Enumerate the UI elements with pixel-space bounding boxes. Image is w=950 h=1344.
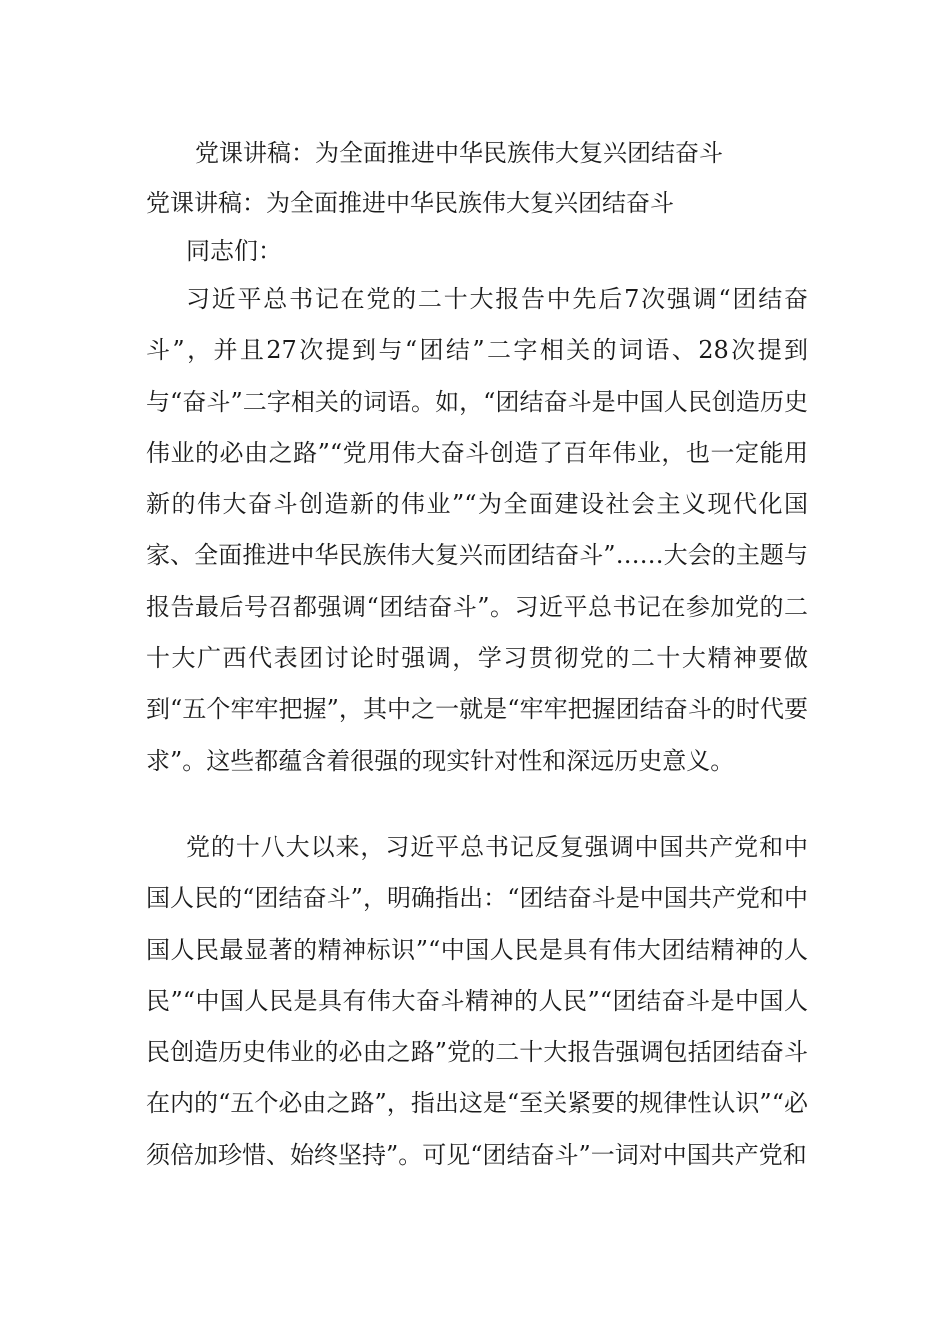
salutation: 同志们： <box>186 237 282 265</box>
body-paragraph-2: 党的十八大以来，习近平总书记反复强调中国共产党和中国人民的“团结奋斗”，明确指出：“团结奋斗是中国共产党和中国人民最显著的精神标识”“中国人民是具有伟大团结精神的人民”“中国人民是具有伟大奋斗精神的人民”“团结奋斗是中国人民创造历史伟业的必由之路”党的二十大报告强调包括团结奋斗在内的“五个必由之路”，指出这是“至关紧要的规律性认识”“必须倍加珍惜、始终坚持”。可见“团结奋斗”一词对中国共产党和 <box>146 833 808 1169</box>
document-subtitle: 党课讲稿：为全面推进中华民族伟大复兴团结奋斗 <box>146 189 674 217</box>
document-title: 党课讲稿：为全面推进中华民族伟大复兴团结奋斗 <box>195 139 723 167</box>
body-paragraph-1: 习近平总书记在党的二十大报告中先后7次强调“团结奋斗”，并且27次提到与“团结”二字相关的词语、28次提到与“奋斗”二字相关的词语。如，“团结奋斗是中国人民创造历史伟业的必由之路”“党用伟大奋斗创造了百年伟业，也一定能用新的伟大奋斗创造新的伟业”“为全面建设社会主义现代化国家、全面推进中华民族伟大复兴而团结奋斗”……大会的主题与报告最后号召都强调“团结奋斗”。习近平总书记在参加党的二十大广西代表团讨论时强调，学习贯彻党的二十大精神要做到“五个牢牢把握”，其中之一就是“牢牢把握团结奋斗的时代要求”。这些都蕴含着很强的现实针对性和深远历史意义。 <box>146 285 808 775</box>
